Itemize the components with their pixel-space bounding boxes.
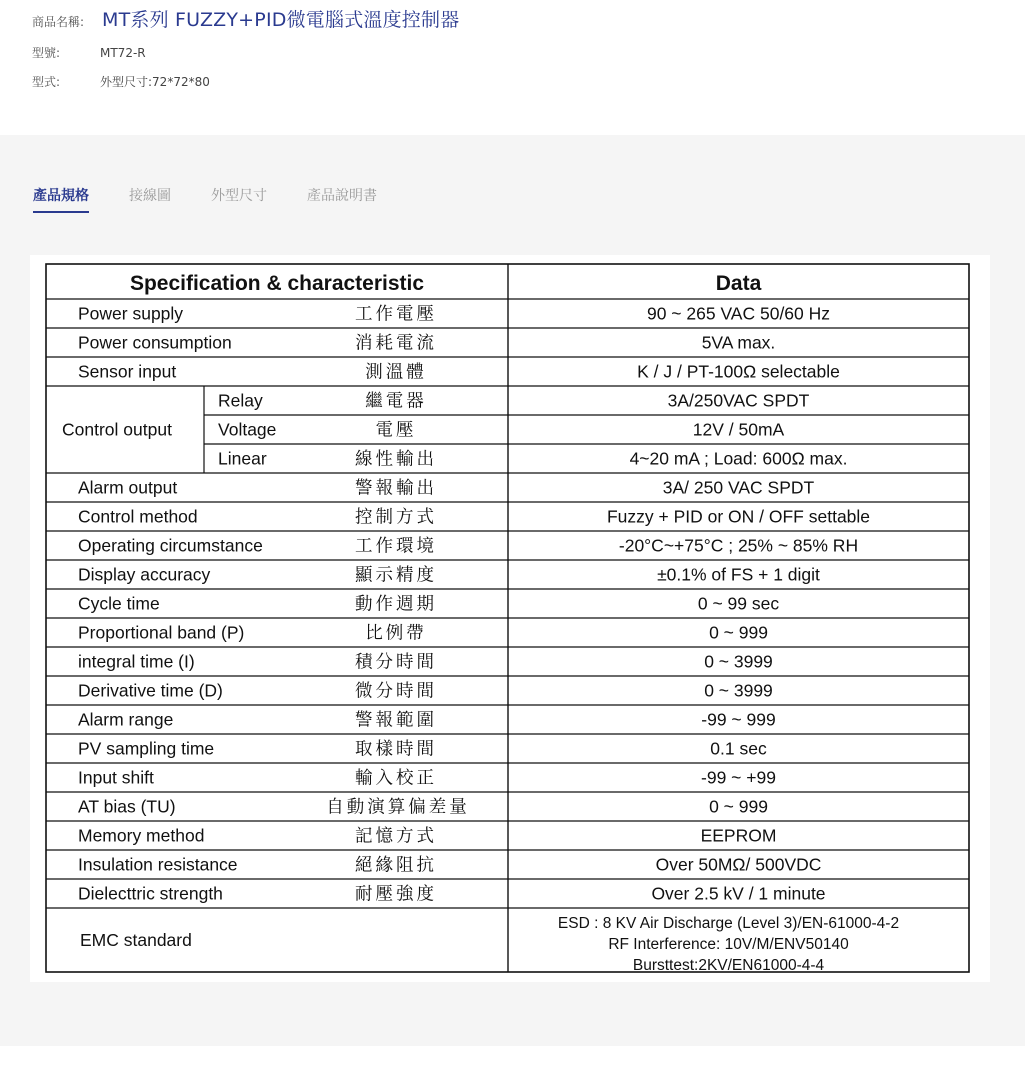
spec-name: Linear	[218, 448, 267, 469]
spec-value: ±0.1% of FS + 1 digit	[657, 564, 820, 585]
spec-value: 4~20 mA ; Load: 600Ω max.	[629, 448, 848, 469]
product-title: MT系列 FUZZY+PID微電腦式溫度控制器	[102, 9, 460, 31]
spec-value: 12V / 50mA	[692, 419, 785, 440]
spec-name-zh: 工作電壓	[355, 304, 437, 325]
spec-table-image	[30, 255, 990, 982]
product-header	[0, 0, 1025, 135]
spec-header: Specification & characteristic	[129, 272, 425, 295]
spec-value: 3A/250VAC SPDT	[667, 390, 810, 411]
tab-dimensions[interactable]: 外型尺寸	[211, 188, 267, 204]
emc-line: ESD : 8 KV Air Discharge (Level 3)/EN-61000-4-2	[557, 915, 900, 932]
spec-value: 0 ~ 3999	[704, 680, 773, 701]
spec-value: 90 ~ 265 VAC 50/60 Hz	[646, 303, 831, 324]
spec-value: 0 ~ 999	[709, 622, 768, 643]
spec-table	[30, 255, 990, 982]
spec-name-zh: 測溫體	[365, 362, 427, 383]
spec-name-zh: 工作環境	[355, 536, 437, 557]
spec-name: Input shift	[78, 767, 154, 788]
spec-name: Derivative time (D)	[78, 680, 223, 701]
spec-name: Cycle time	[78, 593, 160, 614]
spec-value: 0 ~ 99 sec	[697, 593, 780, 614]
tab-bar	[33, 185, 417, 213]
spec-value: 0 ~ 999	[709, 796, 768, 817]
spec-name: Display accuracy	[78, 564, 211, 585]
emc-line: Bursttest:2KV/EN61000-4-4	[632, 957, 825, 974]
spec-name: Voltage	[218, 419, 277, 440]
spec-value: Fuzzy + PID or ON / OFF settable	[606, 506, 871, 527]
spec-name-zh: 比例帶	[365, 623, 427, 644]
control-output-label: Control output	[62, 419, 172, 440]
product-name-row	[32, 5, 459, 32]
tab-wiring-diagram[interactable]: 接線圖	[129, 188, 171, 204]
product-model-row	[32, 44, 146, 61]
spec-name-zh: 消耗電流	[355, 333, 437, 354]
spec-value: 0.1 sec	[710, 738, 767, 759]
product-type-label: 型式:	[32, 75, 61, 89]
data-header: Data	[715, 272, 762, 295]
spec-value: -99 ~ 999	[701, 709, 776, 730]
product-type-value: 外型尺寸:72*72*80	[100, 75, 210, 89]
spec-name-zh: 電壓	[375, 420, 417, 441]
spec-value: -99 ~ +99	[701, 767, 776, 788]
spec-name-zh: 自動演算偏差量	[326, 797, 470, 818]
spec-name-zh: 輸入校正	[355, 768, 437, 789]
spec-value: Over 50MΩ/ 500VDC	[655, 854, 822, 875]
emc-label: EMC standard	[80, 930, 192, 950]
spec-value: 5VA max.	[701, 332, 776, 353]
spec-name-zh: 記憶方式	[355, 826, 437, 847]
spec-name: Relay	[218, 390, 263, 411]
spec-value: -20°C~+75°C ; 25% ~ 85% RH	[618, 535, 859, 556]
spec-name-zh: 耐壓強度	[355, 884, 437, 905]
spec-name-zh: 警報輸出	[355, 478, 437, 499]
spec-name-zh: 繼電器	[365, 391, 427, 412]
spec-name-zh: 顯示精度	[355, 565, 437, 586]
spec-name-zh: 微分時間	[355, 681, 437, 702]
spec-name-zh: 絕緣阻抗	[355, 855, 437, 876]
spec-name: Control method	[78, 506, 198, 527]
product-model-label: 型號:	[32, 46, 61, 60]
spec-value: EEPROM	[700, 825, 777, 846]
spec-value: 0 ~ 3999	[704, 651, 773, 672]
product-type-row	[32, 73, 210, 90]
tab-manual[interactable]: 產品說明書	[307, 188, 377, 204]
spec-name: Insulation resistance	[78, 854, 238, 875]
spec-name: Memory method	[78, 825, 205, 846]
spec-name-zh: 警報範圍	[355, 710, 437, 731]
spec-name: Power supply	[78, 303, 184, 324]
emc-line: RF Interference: 10V/M/ENV50140	[608, 936, 849, 953]
content-area	[0, 135, 1025, 1046]
spec-name: Alarm output	[78, 477, 178, 498]
spec-value: K / J / PT-100Ω selectable	[637, 361, 840, 382]
spec-name: Sensor input	[78, 361, 177, 382]
spec-name: Dielecttric strength	[78, 883, 223, 904]
spec-name: PV sampling time	[78, 738, 215, 759]
spec-name: AT bias (TU)	[78, 796, 176, 817]
spec-name-zh: 線性輸出	[355, 449, 437, 470]
spec-name-zh: 取樣時間	[355, 739, 437, 760]
spec-name: Alarm range	[78, 709, 174, 730]
product-name-label: 商品名稱:	[32, 15, 85, 29]
spec-name: integral time (I)	[78, 651, 195, 672]
spec-value: 3A/ 250 VAC SPDT	[662, 477, 815, 498]
product-model-value: MT72-R	[100, 46, 146, 60]
tab-specifications[interactable]: 產品規格	[33, 185, 89, 213]
spec-name: Proportional band (P)	[78, 622, 245, 643]
spec-value: Over 2.5 kV / 1 minute	[651, 883, 826, 904]
spec-name-zh: 控制方式	[355, 507, 437, 528]
spec-name-zh: 動作週期	[355, 594, 437, 615]
spec-name: Operating circumstance	[78, 535, 263, 556]
spec-name: Power consumption	[78, 332, 232, 353]
spec-name-zh: 積分時間	[355, 652, 437, 673]
